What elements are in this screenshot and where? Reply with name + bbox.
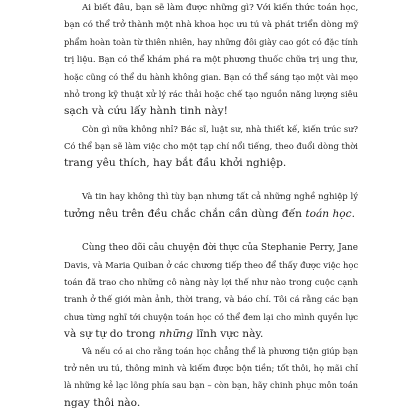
paragraph: [64, 189, 358, 223]
text-line: [64, 52, 358, 69]
text-line: [64, 395, 358, 412]
text-line: [64, 69, 358, 86]
text-run: bạn có thể trở thành một nhà khoa học ưu tú và phát triển dòng mỹ: [64, 20, 359, 31]
text-line: [64, 206, 358, 223]
text-run: hoặc cũng có thể du hành không gian. Bạn có thể sáng tạo một vài mẹo: [64, 71, 358, 82]
text-line: [64, 360, 358, 377]
text-run: Và nếu có ai cho rằng toán học chẳng thể là phương tiện giúp bạn: [82, 346, 358, 356]
text-line: [64, 292, 358, 309]
text-line: [64, 0, 358, 17]
text-line: [64, 240, 358, 257]
text-run: trang yêu thích, hay bắt đầu khởi nghiệp.: [64, 157, 287, 170]
emphasized-text: những: [158, 327, 194, 340]
text-run: .: [351, 208, 355, 221]
paragraph: [64, 240, 358, 343]
text-run: Và tin hay không thì tùy bạn nhưng tất cả những nghề nghiệp lý: [82, 192, 358, 202]
text-line: [64, 103, 358, 120]
text-line: [64, 121, 358, 138]
text-run: phẩm hoàn toàn từ thiên nhiên, hay những đôi giày cao gót có đặc tính: [64, 37, 359, 48]
text-run: Ai biết đâu, bạn sẽ làm được những gì? Với kiến thức toán học,: [82, 3, 359, 13]
text-line: [64, 377, 358, 394]
text-line: [64, 274, 358, 291]
text-run: Davis, và Maria Quiban ở các chương tiếp theo để thấy được việc học: [64, 260, 359, 271]
emphasized-text: toán học: [305, 208, 352, 221]
text-run: lĩnh vực này.: [193, 327, 264, 340]
text-run: Có thể bạn sẽ làm việc cho một tạp chí nổi tiếng, theo đuổi dòng thời: [64, 141, 358, 152]
paragraph: [64, 343, 358, 412]
text-run: trở nên ưu tú, thông minh và kiếm được bộn tiền; tốt thôi, họ mãi chỉ: [64, 363, 358, 374]
text-line: [64, 17, 358, 34]
text-run: tưởng nêu trên đều chắc chắn cần dùng đến: [64, 208, 306, 221]
text-line: [64, 257, 358, 274]
text-run: trị liệu. Bạn có thể khám phá ra một phương thuốc chữa trị ung thư,: [64, 54, 359, 65]
text-run: là những kẻ lạc lõng phía sau bạn – còn bạn, hãy chinh phục môn toán: [64, 380, 358, 391]
paragraph: [64, 0, 358, 120]
text-line: [64, 155, 358, 172]
text-run: nhỏ trong kỹ thuật xử lý rác thải hoặc chế tạo nguồn năng lượng siêu: [64, 88, 358, 99]
text-run: Cùng theo dõi câu chuyện đời thực của Stephanie Perry, Jane: [82, 243, 358, 253]
text-run: ngay thôi nào.: [64, 396, 141, 409]
text-line: [64, 326, 358, 343]
text-run: toán đã trao cho những cô nàng này lợi thế như nào trong cuộc cạnh: [64, 277, 358, 288]
text-line: [64, 34, 358, 51]
text-line: [64, 343, 358, 360]
text-run: tranh ở thế giới màn ảnh, thời trang, và báo chí. Tôi cá rằng các bạn: [64, 294, 359, 305]
text-line: [64, 138, 358, 155]
text-line: [64, 189, 358, 206]
text-run: sạch và cứu lấy hành tinh này!: [64, 105, 228, 118]
text-line: [64, 309, 358, 326]
text-line: [64, 86, 358, 103]
text-run: chưa từng nghĩ tới chuyện toán học có thể đem lại cho mình quyền lực: [64, 311, 358, 322]
paragraph: [64, 121, 358, 173]
text-run: và sự tự do trong: [64, 327, 159, 340]
text-run: Còn gì nữa không nhỉ? Bác sĩ, luật sư, nhà thiết kế, kiến trúc sư?: [82, 124, 358, 134]
